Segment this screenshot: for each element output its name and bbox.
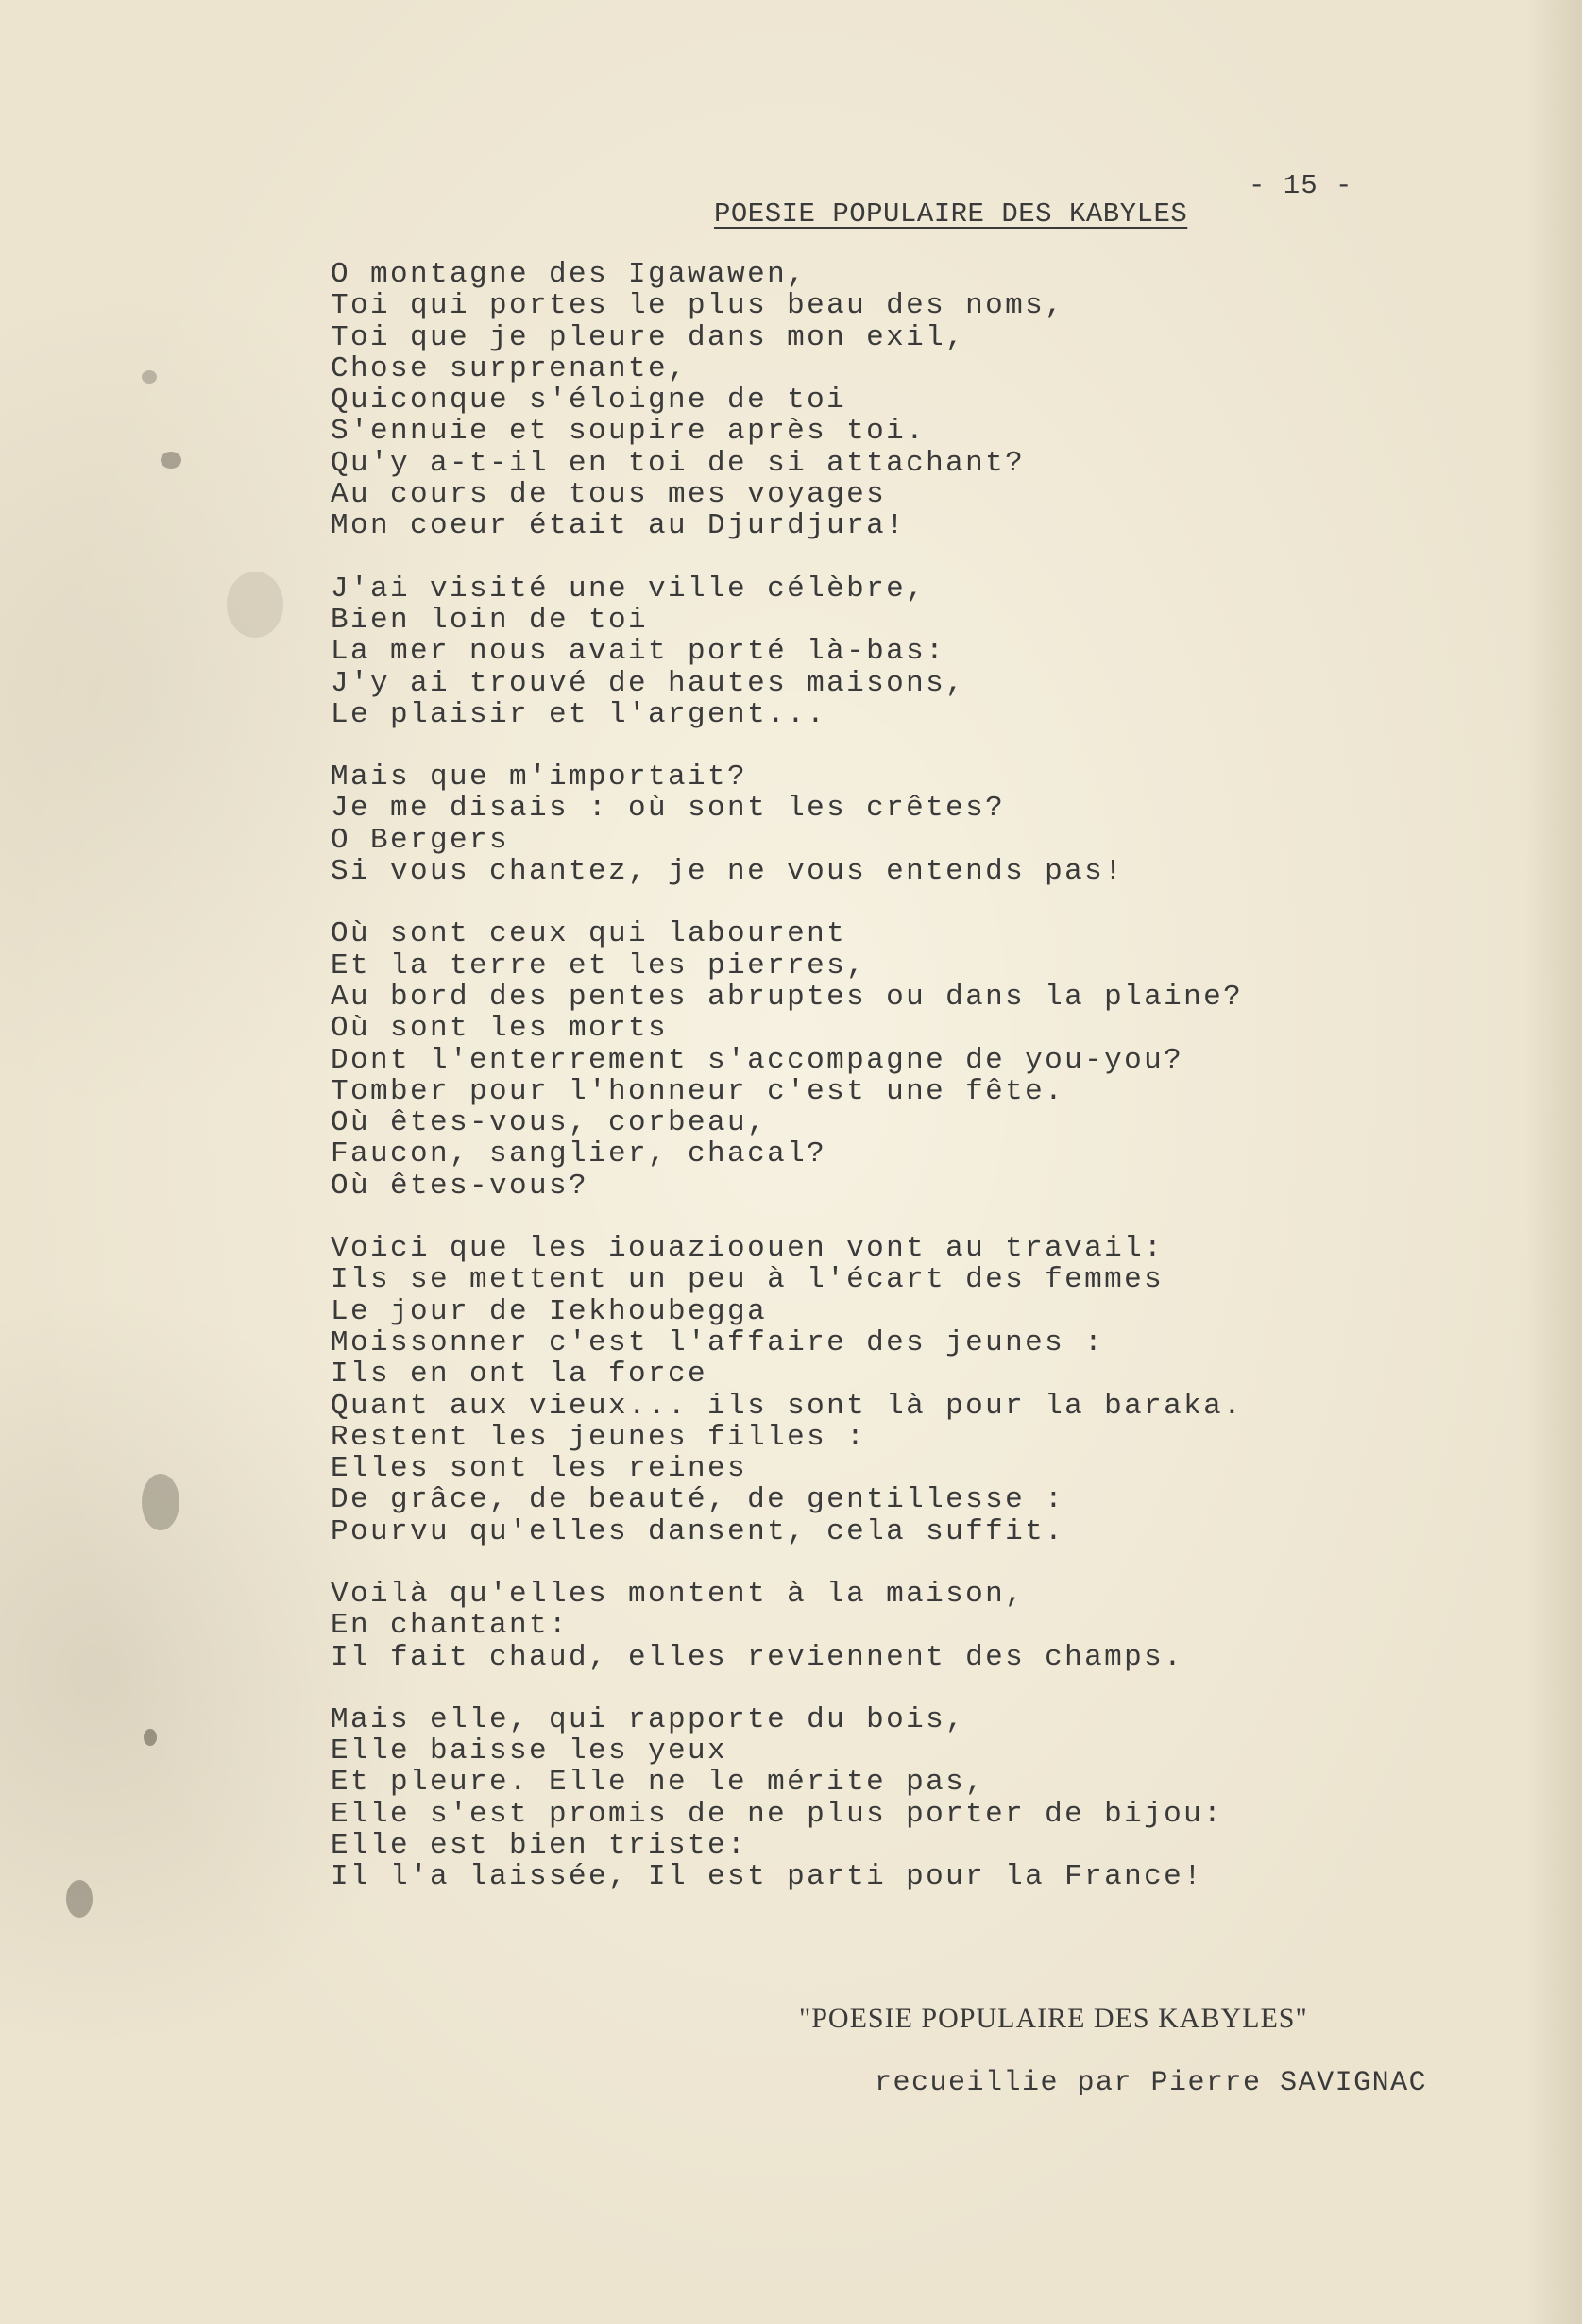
poem-line: Bien loin de toi — [331, 603, 649, 637]
poem-line: Si vous chantez, je ne vous entends pas! — [331, 855, 1125, 889]
page-title: POESIE POPULAIRE DES KABYLES — [714, 198, 1188, 230]
poem-line: Dont l'enterrement s'accompagne de you-you? — [331, 1043, 1184, 1077]
poem-line: Toi que je pleure dans mon exil, — [331, 320, 966, 354]
poem-line: Ils se mettent un peu à l'écart des femmes — [331, 1263, 1165, 1297]
poem-stanza — [331, 761, 1275, 887]
poem-stanza — [331, 573, 1275, 730]
poem-line: Mais que m'importait? — [331, 760, 748, 795]
poem-line: O montagne des Igawawen, — [331, 258, 808, 291]
poem-line: Au bord des pentes abruptes ou dans la plaine? — [331, 980, 1244, 1014]
poem-line: Toi qui portes le plus beau des noms, — [331, 289, 1065, 323]
poem-line: Elle est bien triste: — [331, 1829, 748, 1863]
poem-line: Mon coeur était au Djurdjura! — [331, 509, 907, 543]
poem-line: Et pleure. Elle ne le mérite pas, — [331, 1766, 986, 1800]
poem-line: Je me disais : où sont les crêtes? — [331, 792, 1006, 826]
poem-body — [331, 259, 1275, 1924]
poem-line: Elle baisse les yeux — [331, 1734, 728, 1769]
poem-line: Au cours de tous mes voyages — [331, 478, 887, 512]
poem-line: Qu'y a-t-il en toi de si attachant? — [331, 446, 1026, 480]
poem-line: La mer nous avait porté là-bas: — [331, 635, 946, 669]
poem-stanza — [331, 1579, 1275, 1673]
poem-line: J'ai visité une ville célèbre, — [331, 572, 927, 606]
signature-title: "POESIE POPULAIRE DES KABYLES" — [799, 2003, 1308, 2034]
signature-author: recueillie par Pierre SAVIGNAC — [875, 2067, 1428, 2099]
poem-line: Où êtes-vous? — [331, 1169, 589, 1203]
stain-mark — [66, 1880, 93, 1918]
poem-stanza — [331, 1704, 1275, 1893]
stain-mark — [142, 370, 157, 384]
poem-line: Et la terre et les pierres, — [331, 948, 867, 983]
poem-line: Moissonner c'est l'affaire des jeunes : — [331, 1325, 1105, 1359]
poem-line: Mais elle, qui rapporte du bois, — [331, 1702, 966, 1736]
poem-line: Voilà qu'elles montent à la maison, — [331, 1577, 1026, 1611]
poem-line: Chose surprenante, — [331, 351, 689, 385]
poem-line: O Bergers — [331, 823, 510, 857]
poem-line: Faucon, sanglier, chacal? — [331, 1137, 827, 1171]
poem-line: De grâce, de beauté, de gentillesse : — [331, 1483, 1065, 1517]
stain-mark — [144, 1729, 157, 1746]
poem-line: Ils en ont la force — [331, 1358, 708, 1392]
poem-line: Où sont ceux qui labourent — [331, 917, 847, 951]
poem-stanza — [331, 918, 1275, 1202]
poem-line: Où sont les morts — [331, 1012, 669, 1046]
stain-mark — [142, 1474, 179, 1530]
poem-line: Le plaisir et l'argent... — [331, 697, 827, 731]
poem-line: Quant aux vieux... ils sont là pour la baraka. — [331, 1389, 1244, 1423]
poem-stanza — [331, 1233, 1275, 1547]
poem-line: Il l'a laissée, Il est parti pour la France! — [331, 1860, 1204, 1894]
poem-line: Où êtes-vous, corbeau, — [331, 1106, 768, 1140]
poem-line: J'y ai trouvé de hautes maisons, — [331, 666, 966, 700]
poem-line: Tomber pour l'honneur c'est une fête. — [331, 1074, 1065, 1108]
poem-line: Le jour de Iekhoubegga — [331, 1294, 768, 1328]
page-number: - 15 - — [1249, 170, 1353, 201]
poem-line: Elles sont les reines — [331, 1452, 748, 1486]
poem-line: Il fait chaud, elles reviennent des champs. — [331, 1640, 1184, 1674]
poem-line: Elle s'est promis de ne plus porter de bijou: — [331, 1797, 1224, 1831]
stain-mark — [161, 452, 181, 469]
poem-line: Pourvu qu'elles dansent, cela suffit. — [331, 1514, 1065, 1548]
poem-stanza — [331, 259, 1275, 542]
poem-line: S'ennuie et soupire après toi. — [331, 415, 927, 449]
poem-line: Restent les jeunes filles : — [331, 1420, 867, 1454]
poem-line: Quiconque s'éloigne de toi — [331, 384, 847, 418]
poem-line: En chantant: — [331, 1609, 570, 1643]
stain-mark — [227, 572, 283, 638]
poem-line: Voici que les iouazioouen vont au travail: — [331, 1232, 1165, 1266]
